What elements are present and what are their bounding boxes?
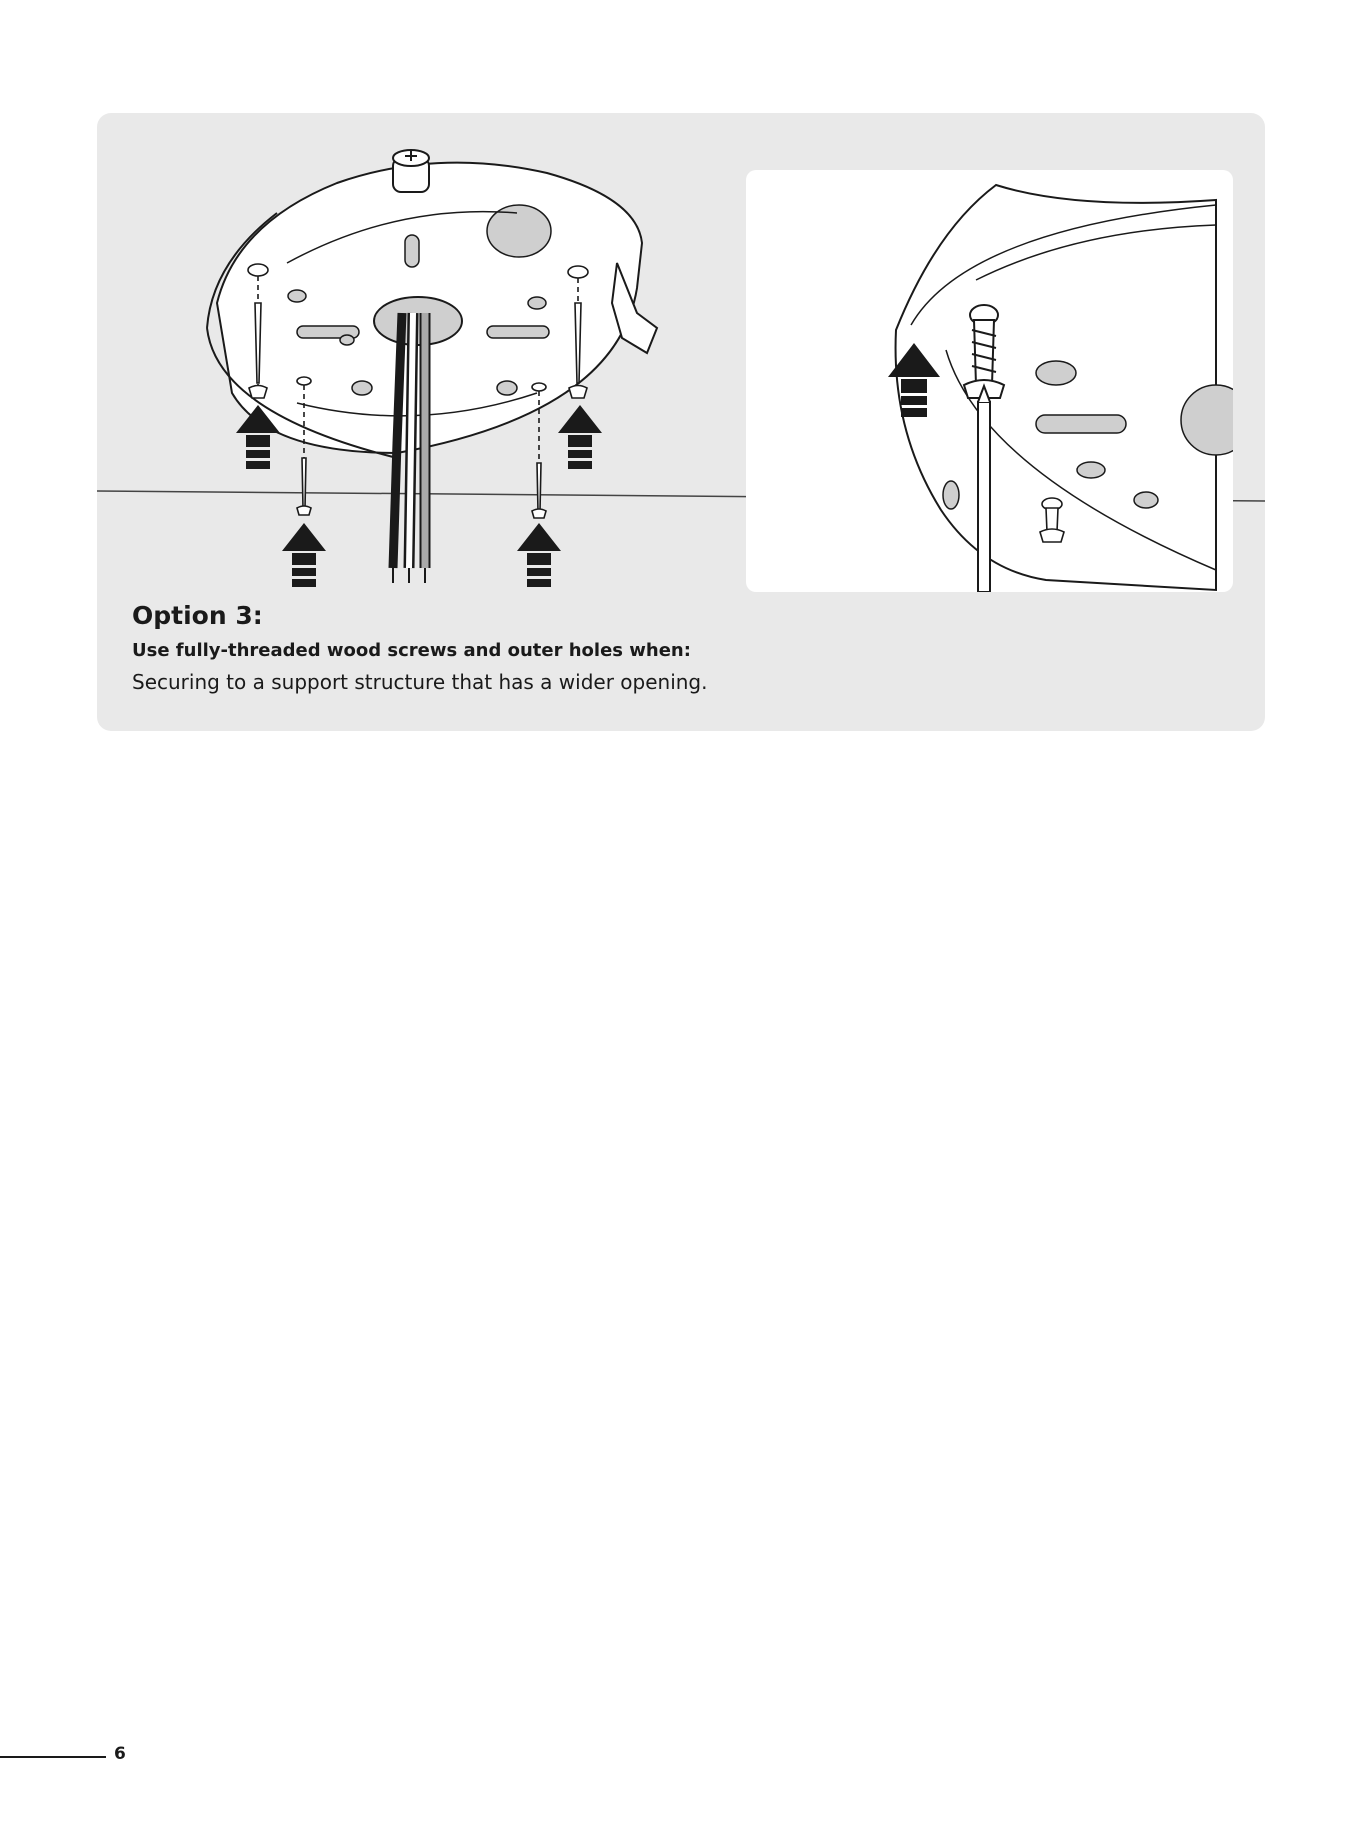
- page-number: 6: [114, 1744, 126, 1764]
- option-caption: [132, 600, 832, 696]
- option-title: Option 3:: [132, 601, 263, 630]
- instruction-panel: [97, 113, 1265, 731]
- screwdriver-detail-illustration: [746, 170, 1233, 592]
- detail-inset: [746, 170, 1233, 592]
- footer-rule: [0, 1756, 106, 1758]
- electrical-wires: [393, 313, 425, 583]
- arrow-up-icon: [282, 523, 326, 587]
- option-condition: Use fully-threaded wood screws and outer holes when:: [132, 640, 691, 661]
- arrow-up-icon: [517, 523, 561, 587]
- arrow-up-icon: [558, 405, 602, 469]
- bracket-grey-disc: [487, 205, 551, 257]
- option-description: Securing to a support structure that has a wider opening.: [132, 670, 708, 694]
- bracket-top-screw: [393, 150, 429, 192]
- screwdriver: [978, 386, 990, 592]
